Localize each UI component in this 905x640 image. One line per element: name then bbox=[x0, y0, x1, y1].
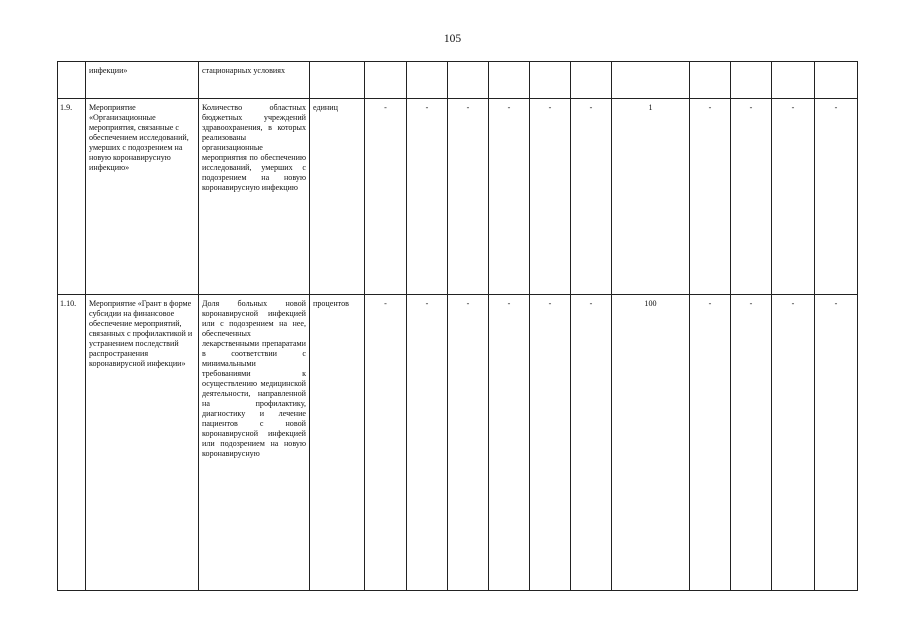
table-row bbox=[58, 99, 858, 295]
value-cell: - bbox=[407, 295, 448, 591]
page-number: 105 bbox=[443, 33, 462, 45]
value-cell: 1 bbox=[612, 99, 690, 295]
value-cell bbox=[448, 62, 489, 99]
value-cell: - bbox=[365, 295, 407, 591]
value-cell: - bbox=[448, 295, 489, 591]
value-cell: - bbox=[489, 295, 530, 591]
row-number-cell: 1.9. bbox=[58, 99, 86, 295]
value-cell: - bbox=[690, 295, 731, 591]
value-cell: - bbox=[772, 99, 815, 295]
value-cell bbox=[571, 62, 612, 99]
value-cell: - bbox=[815, 99, 858, 295]
value-cell bbox=[530, 62, 571, 99]
value-cell: - bbox=[815, 295, 858, 591]
event-cell: Мероприятие «Грант в форме субсидии на финансовое обеспечение мероприятий, связанных с профилактикой и устранением последствий распространения коронавирусной инфекции» bbox=[86, 295, 199, 591]
value-cell: - bbox=[407, 99, 448, 295]
value-cell bbox=[772, 62, 815, 99]
indicators-table bbox=[57, 61, 858, 591]
unit-cell bbox=[310, 62, 365, 99]
table-row bbox=[58, 62, 858, 99]
row-number-cell bbox=[58, 62, 86, 99]
value-cell bbox=[612, 62, 690, 99]
value-cell bbox=[815, 62, 858, 99]
value-cell: - bbox=[448, 99, 489, 295]
value-cell: - bbox=[731, 295, 772, 591]
unit-cell: процентов bbox=[310, 295, 365, 591]
value-cell: - bbox=[530, 99, 571, 295]
value-cell: 100 bbox=[612, 295, 690, 591]
value-cell: - bbox=[772, 295, 815, 591]
indicator-cell: Доля больных новой коронавирусной инфекцией или с подозрением на нее, обеспеченных лекарственными препаратами в соответствии с минимальными требованиями к осуществлению медицинской деятельности, направленной на профилактику, диагностику и лечение пациентов с новой коронавирусной инфекцией или подозрением на новую коронавирусную bbox=[199, 295, 310, 591]
event-cell: Мероприятие «Организационные мероприятия, связанные с обеспечением исследований, умерших с подозрением на новую коронавирусную инфекцию» bbox=[86, 99, 199, 295]
value-cell bbox=[690, 62, 731, 99]
value-cell bbox=[489, 62, 530, 99]
value-cell: - bbox=[571, 295, 612, 591]
value-cell bbox=[731, 62, 772, 99]
value-cell: - bbox=[489, 99, 530, 295]
value-cell: - bbox=[690, 99, 731, 295]
value-cell bbox=[365, 62, 407, 99]
value-cell: - bbox=[731, 99, 772, 295]
indicator-cell: Количество областных бюджетных учреждений здравоохранения, в которых реализованы организационные мероприятия по обеспечению исследований, умерших с подозрением на новую коронавирусную инфекцию bbox=[199, 99, 310, 295]
event-cell: инфекции» bbox=[86, 62, 199, 99]
value-cell: - bbox=[530, 295, 571, 591]
value-cell bbox=[407, 62, 448, 99]
value-cell: - bbox=[365, 99, 407, 295]
row-number-cell: 1.10. bbox=[58, 295, 86, 591]
value-cell: - bbox=[571, 99, 612, 295]
table-row bbox=[58, 295, 858, 591]
unit-cell: единиц bbox=[310, 99, 365, 295]
indicator-cell: стационарных условиях bbox=[199, 62, 310, 99]
